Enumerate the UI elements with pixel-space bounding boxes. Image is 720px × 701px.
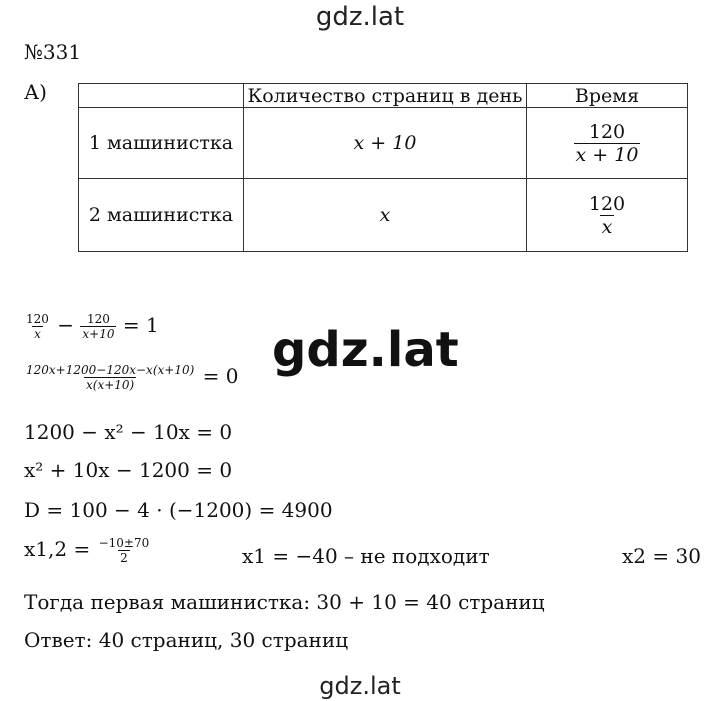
conclusion-text: Тогда первая машинистка: 30 + 10 = 40 страниц bbox=[24, 590, 545, 614]
row-pages-cell: x bbox=[244, 179, 527, 252]
watermark-bottom: gdz.lat bbox=[319, 672, 401, 700]
roots-formula bbox=[24, 536, 151, 565]
time-fraction bbox=[574, 121, 641, 166]
fraction bbox=[97, 536, 152, 565]
fraction-denominator: x bbox=[34, 327, 41, 341]
fraction-numerator: −10±70 bbox=[98, 536, 150, 550]
roots-lhs: x1,2 = bbox=[24, 537, 91, 561]
watermark-middle: gdz.lat bbox=[272, 322, 459, 378]
fraction-numerator: 120 bbox=[588, 120, 626, 143]
time-fraction bbox=[587, 193, 627, 238]
row-name-cell: 2 машинистка bbox=[79, 179, 244, 252]
equation-rhs: = 1 bbox=[122, 313, 159, 337]
problem-number: №331 bbox=[24, 40, 82, 64]
watermark-top: gdz.lat bbox=[315, 2, 405, 32]
row-name-cell: 1 машинистка bbox=[79, 108, 244, 179]
row-time-cell bbox=[527, 179, 688, 252]
table-header-cell: Количество страниц в день bbox=[244, 84, 527, 108]
fraction bbox=[24, 363, 196, 392]
equation-1 bbox=[24, 312, 159, 341]
answer-text: Ответ: 40 страниц, 30 страниц bbox=[24, 628, 349, 652]
table-header-cell bbox=[79, 84, 244, 108]
equation-2 bbox=[24, 363, 238, 392]
table-row bbox=[79, 108, 688, 179]
equation-rhs: = 0 bbox=[202, 364, 239, 388]
minus-sign: − bbox=[57, 313, 75, 337]
fraction-numerator: 120 bbox=[588, 192, 626, 215]
fraction-denominator: x(x+10) bbox=[86, 378, 135, 392]
table-header-row bbox=[79, 84, 688, 108]
equation-5: D = 100 − 4 · (−1200) = 4900 bbox=[24, 498, 333, 522]
root-x1: x1 = −40 – не подходит bbox=[242, 544, 490, 568]
fraction-denominator: x+10 bbox=[82, 327, 115, 341]
part-label: А) bbox=[24, 80, 47, 104]
table-header-cell: Время bbox=[527, 84, 688, 108]
fraction-numerator: 120 bbox=[26, 312, 49, 326]
root-x2: x2 = 30 bbox=[622, 544, 701, 568]
fraction-denominator: x bbox=[601, 215, 613, 238]
fraction-denominator: x + 10 bbox=[575, 143, 639, 166]
data-table bbox=[78, 83, 688, 252]
row-pages-cell: x + 10 bbox=[244, 108, 527, 179]
fraction-numerator: 120 bbox=[86, 312, 110, 326]
table-row bbox=[79, 179, 688, 252]
equation-3: 1200 − x² − 10x = 0 bbox=[24, 420, 233, 444]
fraction-numerator: 120x+1200−120x−x(x+10) bbox=[26, 363, 195, 377]
fraction bbox=[80, 312, 116, 341]
fraction bbox=[24, 312, 51, 341]
row-time-cell bbox=[527, 108, 688, 179]
fraction-denominator: 2 bbox=[120, 551, 128, 565]
equation-4: x² + 10x − 1200 = 0 bbox=[24, 458, 233, 482]
